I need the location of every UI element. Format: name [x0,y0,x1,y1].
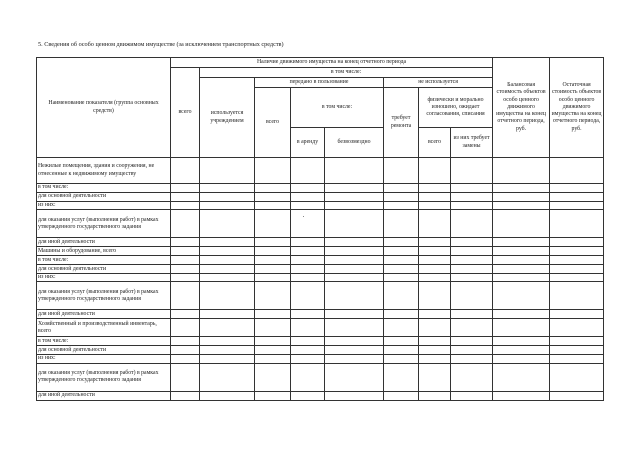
value-cell [384,363,419,391]
row-label: Нежилые помещения, здания и сооружения, не отнесенные к недвижимому имуществу [37,158,171,184]
value-cell [451,355,493,363]
value-cell [200,265,255,274]
value-cell [200,346,255,355]
value-cell [384,238,419,247]
header-transferred-total: всего [255,88,291,158]
value-cell [550,158,604,184]
value-cell [451,238,493,247]
value-cell [255,363,291,391]
value-cell [419,238,451,247]
value-cell [255,202,291,210]
value-cell [493,363,550,391]
value-cell [255,391,291,400]
value-cell [255,337,291,346]
table-row [37,193,604,202]
row-label: для иной деятельности [37,391,171,400]
value-cell [255,346,291,355]
table-row [37,319,604,337]
value-cell [255,193,291,202]
value-cell [291,202,325,210]
value-cell [550,282,604,310]
value-cell [171,310,200,319]
row-label: Хозяйственный и производственный инвентарь, всего [37,319,171,337]
row-label: Машины и оборудование, всего [37,247,171,256]
value-cell [171,256,200,265]
value-cell [325,202,384,210]
value-cell [291,319,325,337]
value-cell [200,193,255,202]
value-cell [550,256,604,265]
value-cell [200,310,255,319]
value-cell [325,247,384,256]
table-row [37,210,604,238]
value-cell [255,184,291,193]
value-cell [291,282,325,310]
header-for-rent: в аренду [291,128,325,158]
value-cell [451,210,493,238]
value-cell [419,391,451,400]
header-availability: Наличие движимого имущества на конец отчетного периода [171,58,493,68]
value-cell [550,210,604,238]
value-cell [419,184,451,193]
header-residual-value: Остаточная стоимость объектов особо ценного движимого имущества на конец отчетного периода, руб. [550,58,604,158]
value-cell [384,256,419,265]
value-cell [200,247,255,256]
row-label: из них: [37,355,171,363]
value-cell [255,319,291,337]
value-cell [171,193,200,202]
value-cell [384,391,419,400]
value-cell [291,256,325,265]
value-cell [325,274,384,282]
table-row [37,363,604,391]
value-cell [384,210,419,238]
table-row [37,391,604,400]
value-cell [550,265,604,274]
row-label: для основной деятельности [37,265,171,274]
value-cell [200,391,255,400]
value-cell [419,193,451,202]
value-cell [325,210,384,238]
row-label: из них: [37,202,171,210]
value-cell [550,247,604,256]
value-cell [200,210,255,238]
value-cell [550,346,604,355]
value-cell [384,184,419,193]
value-cell [291,184,325,193]
value-cell [384,274,419,282]
value-cell [200,202,255,210]
value-cell [493,210,550,238]
value-cell [171,282,200,310]
value-cell [419,274,451,282]
value-cell [451,202,493,210]
value-cell [291,337,325,346]
table-row [37,202,604,210]
scan-speck [303,216,304,217]
value-cell [550,337,604,346]
row-label: для оказания услуг (выполнения работ) в рамках утвержденного государственного задания [37,210,171,238]
value-cell [419,202,451,210]
value-cell [171,202,200,210]
header-needs-replacement: из них требует замены [451,128,493,158]
value-cell [200,319,255,337]
value-cell [384,247,419,256]
value-cell [550,355,604,363]
value-cell [171,391,200,400]
value-cell [325,319,384,337]
value-cell [171,247,200,256]
value-cell [291,247,325,256]
table-row [37,158,604,184]
header-book-value: Балансовая стоимость объектов особо ценного движимого имущества на конец отчетного периода, руб. [493,58,550,158]
value-cell [550,319,604,337]
value-cell [493,355,550,363]
value-cell [384,193,419,202]
value-cell [419,265,451,274]
table-row [37,355,604,363]
value-cell [419,355,451,363]
value-cell [493,247,550,256]
value-cell [171,158,200,184]
value-cell [419,346,451,355]
value-cell [550,202,604,210]
value-cell [493,274,550,282]
value-cell [451,184,493,193]
value-cell [325,310,384,319]
header-needs-repair: требует ремонта [384,88,419,158]
value-cell [493,310,550,319]
value-cell [325,363,384,391]
value-cell [451,256,493,265]
value-cell [291,310,325,319]
value-cell [493,337,550,346]
value-cell [255,210,291,238]
row-label: в том числе: [37,256,171,265]
value-cell [451,265,493,274]
value-cell [419,210,451,238]
row-label: для основной деятельности [37,346,171,355]
header-free-of-charge: безвозмездно [325,128,384,158]
value-cell [493,346,550,355]
value-cell [550,310,604,319]
value-cell [200,363,255,391]
value-cell [451,319,493,337]
table-row [37,310,604,319]
value-cell [384,202,419,210]
value-cell [451,346,493,355]
row-label: из них: [37,274,171,282]
value-cell [325,355,384,363]
value-cell [451,310,493,319]
value-cell [419,256,451,265]
row-label: для иной деятельности [37,310,171,319]
row-label: в том числе: [37,337,171,346]
value-cell [291,210,325,238]
table-row [37,184,604,193]
value-cell [291,355,325,363]
value-cell [451,158,493,184]
value-cell [200,256,255,265]
value-cell [493,238,550,247]
value-cell [384,158,419,184]
value-cell [384,319,419,337]
value-cell [493,391,550,400]
table-body [37,158,604,401]
movable-property-table [36,57,604,401]
value-cell [384,282,419,310]
value-cell [171,337,200,346]
section-caption: 5. Сведения об особо ценном движимом имуществе (за исключением транспортных средств) [38,41,284,48]
value-cell [255,310,291,319]
value-cell [291,238,325,247]
value-cell [550,274,604,282]
value-cell [291,363,325,391]
value-cell [550,238,604,247]
value-cell [325,184,384,193]
value-cell [255,355,291,363]
value-cell [384,265,419,274]
value-cell [419,158,451,184]
table-row [37,274,604,282]
value-cell [384,337,419,346]
value-cell [291,265,325,274]
row-label: в том числе: [37,184,171,193]
value-cell [451,282,493,310]
value-cell [200,337,255,346]
table-row [37,238,604,247]
value-cell [550,363,604,391]
value-cell [325,282,384,310]
value-cell [325,346,384,355]
header-worn-total: всего [419,128,451,158]
value-cell [291,274,325,282]
header-including: в том числе: [200,68,493,78]
value-cell [255,256,291,265]
value-cell [384,310,419,319]
value-cell [325,256,384,265]
value-cell [451,193,493,202]
value-cell [200,282,255,310]
value-cell [171,184,200,193]
table-row [37,337,604,346]
value-cell [419,310,451,319]
header-including-2: в том числе: [291,88,384,128]
value-cell [325,265,384,274]
value-cell [255,247,291,256]
value-cell [325,391,384,400]
value-cell [419,247,451,256]
value-cell [325,337,384,346]
value-cell [419,319,451,337]
value-cell [171,355,200,363]
value-cell [550,391,604,400]
row-label: для оказания услуг (выполнения работ) в рамках утвержденного государственного задания [37,282,171,310]
value-cell [325,158,384,184]
value-cell [171,346,200,355]
header-used-by-institution: используется учреждением [200,78,255,158]
value-cell [451,337,493,346]
header-transferred: передано в пользование [255,78,384,88]
value-cell [419,337,451,346]
value-cell [419,363,451,391]
value-cell [493,265,550,274]
value-cell [451,274,493,282]
table-row [37,282,604,310]
table-row [37,247,604,256]
value-cell [255,274,291,282]
value-cell [493,319,550,337]
header-worn-out: физически и морально изношено, ожидает согласования, списания [419,88,493,128]
value-cell [451,247,493,256]
value-cell [291,346,325,355]
value-cell [200,184,255,193]
value-cell [200,238,255,247]
value-cell [550,184,604,193]
value-cell [493,202,550,210]
table-row [37,265,604,274]
value-cell [171,238,200,247]
row-label: для иной деятельности [37,238,171,247]
value-cell [171,274,200,282]
value-cell [550,193,604,202]
value-cell [291,158,325,184]
value-cell [493,158,550,184]
value-cell [255,282,291,310]
header-not-used: не используется [384,78,493,88]
table-row [37,256,604,265]
header-name: Наименование показателя (группа основных средств) [37,58,171,158]
table-row [37,346,604,355]
value-cell [291,193,325,202]
value-cell [171,265,200,274]
row-label: для оказания услуг (выполнения работ) в рамках утвержденного государственного задания [37,363,171,391]
value-cell [255,158,291,184]
row-label: для основной деятельности [37,193,171,202]
value-cell [384,346,419,355]
value-cell [451,363,493,391]
value-cell [291,391,325,400]
value-cell [325,238,384,247]
value-cell [200,158,255,184]
value-cell [171,319,200,337]
value-cell [419,282,451,310]
value-cell [171,210,200,238]
value-cell [325,193,384,202]
value-cell [200,355,255,363]
value-cell [493,193,550,202]
value-cell [384,355,419,363]
value-cell [493,256,550,265]
value-cell [493,184,550,193]
value-cell [493,282,550,310]
value-cell [255,238,291,247]
value-cell [200,274,255,282]
value-cell [451,391,493,400]
value-cell [255,265,291,274]
header-total: всего [171,68,200,158]
value-cell [171,363,200,391]
